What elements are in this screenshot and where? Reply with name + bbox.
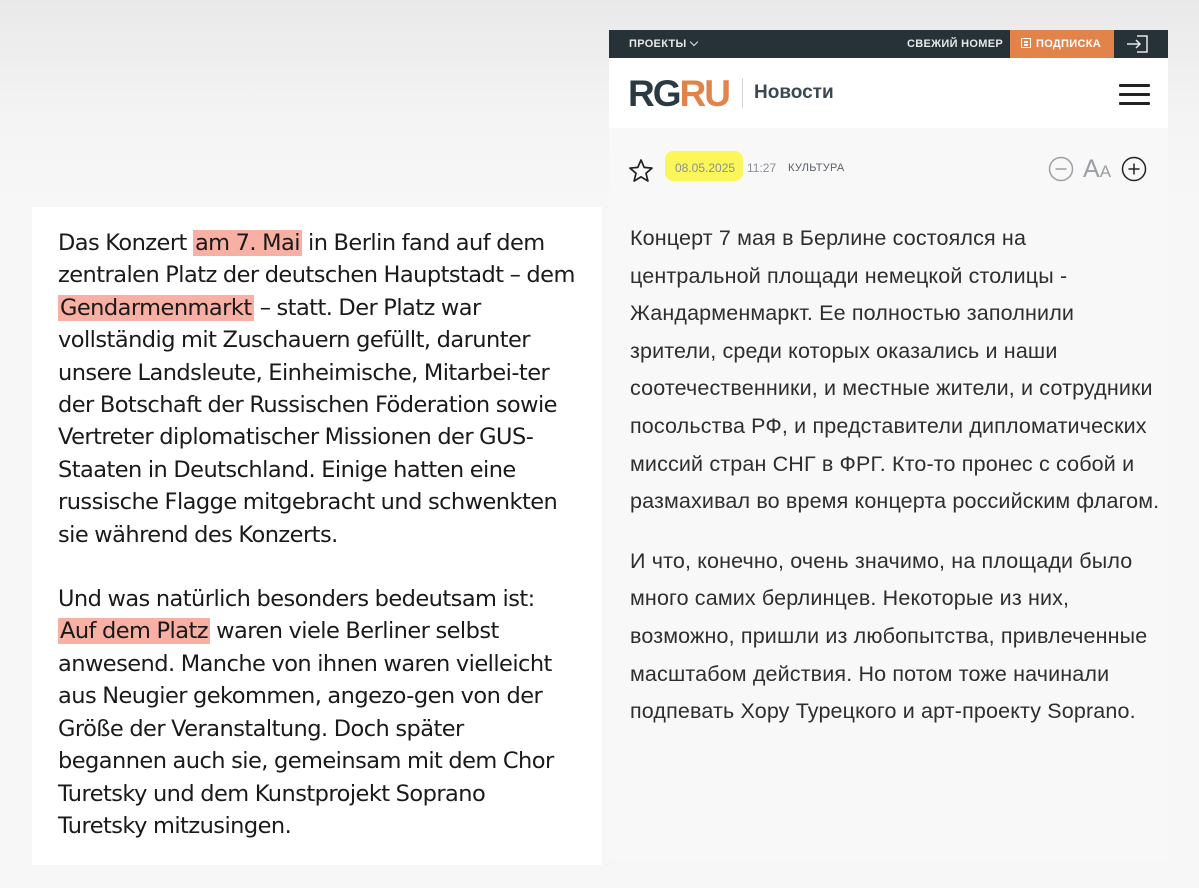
german-translation-panel — [32, 207, 602, 865]
article-body — [630, 220, 1160, 731]
header-divider — [742, 78, 743, 108]
font-size-indicator — [1083, 155, 1111, 184]
login-icon[interactable] — [1125, 35, 1149, 53]
text-segment: – statt. Der Platz war vollständig mit Zuschauern gefüllt, darunter unsere Landsleute, Einheimische, Mitarbei-ter der Botschaft der Russischen Föderation sowie Vertreter diplomatischer Missionen der GUS-Staaten in Deutschland. Einige hatten eine russische Flagge mitgebracht und schwenkten sie während des Konzerts. — [58, 294, 558, 548]
rg-article-panel — [609, 30, 1168, 860]
fresh-issue-link[interactable]: СВЕЖИЙ НОМЕР — [907, 38, 1003, 50]
article-paragraph-2: И что, конечно, очень значимо, на площади было много самих берлинцев. Некоторые из них, возможно, пришли из любопытства, привлеченные масштабом действия. Но потом тоже начинали подпевать Хору Турецкого и арт-проекту Soprano. — [630, 548, 1148, 724]
text-segment: Und was natürlich besonders bedeutsam ist: — [58, 586, 535, 613]
subscribe-button[interactable] — [1010, 30, 1114, 58]
chevron-down-icon — [689, 38, 697, 46]
site-header — [609, 58, 1168, 128]
text-segment: waren viele Berliner selbst anwesend. Manche von ihnen waren vielleicht aus Neugier gekommen, angezo-gen von der Größe der Veranstaltung. Doch später begannen auch sie, gemeinsam mit dem Chor Turetsky und dem Kunstprojekt Soprano Turetsky mitzusingen. — [58, 618, 554, 839]
translation-paragraph-2 — [58, 583, 576, 842]
logo-rg: RG — [628, 73, 680, 114]
font-decrease-icon[interactable] — [1048, 156, 1074, 182]
star-icon[interactable] — [628, 158, 654, 184]
font-increase-icon[interactable] — [1121, 156, 1147, 182]
rg-logo[interactable] — [628, 73, 729, 114]
translation-paragraph-1 — [58, 227, 576, 551]
article-meta — [609, 128, 1168, 208]
publish-date: 08.05.2025 — [675, 161, 736, 175]
publish-time: 11:27 — [747, 161, 777, 175]
projects-menu[interactable] — [629, 38, 697, 50]
article-paragraph-1: Концерт 7 мая в Берлине состоялся на центральной площади немецкой столицы - Жандарменмаркт. Ее полностью заполнили зрители, среди которых оказались и наши соотечественники, и местные жители, и сотрудники посольства РФ, и представители дипломатических миссий стран СНГ в ФРГ. Кто-то пронес с собой и размахивал во время концерта российским флагом. — [630, 226, 1160, 514]
highlight-place: Gendarmenmarkt — [60, 294, 252, 321]
newspaper-icon — [1021, 38, 1031, 48]
font-label-small: A — [1099, 162, 1112, 181]
top-bar — [609, 30, 1168, 58]
highlight-location: Auf dem Platz — [60, 618, 209, 645]
highlight-date: am 7. Mai — [194, 230, 300, 256]
logo-ru: RU — [679, 73, 729, 114]
text-segment: in Berlin fand auf dem zentralen Platz der deutschen Hauptstadt – dem — [58, 230, 575, 289]
text-segment: Das Konzert — [58, 230, 193, 256]
subscribe-label: ПОДПИСКА — [1036, 38, 1101, 50]
rubric-link[interactable]: КУЛЬТУРА — [788, 162, 845, 174]
section-title[interactable]: Новости — [754, 82, 834, 103]
font-label-big: A — [1083, 155, 1100, 183]
projects-label: ПРОЕКТЫ — [629, 38, 687, 50]
burger-menu-icon[interactable] — [1119, 84, 1150, 106]
